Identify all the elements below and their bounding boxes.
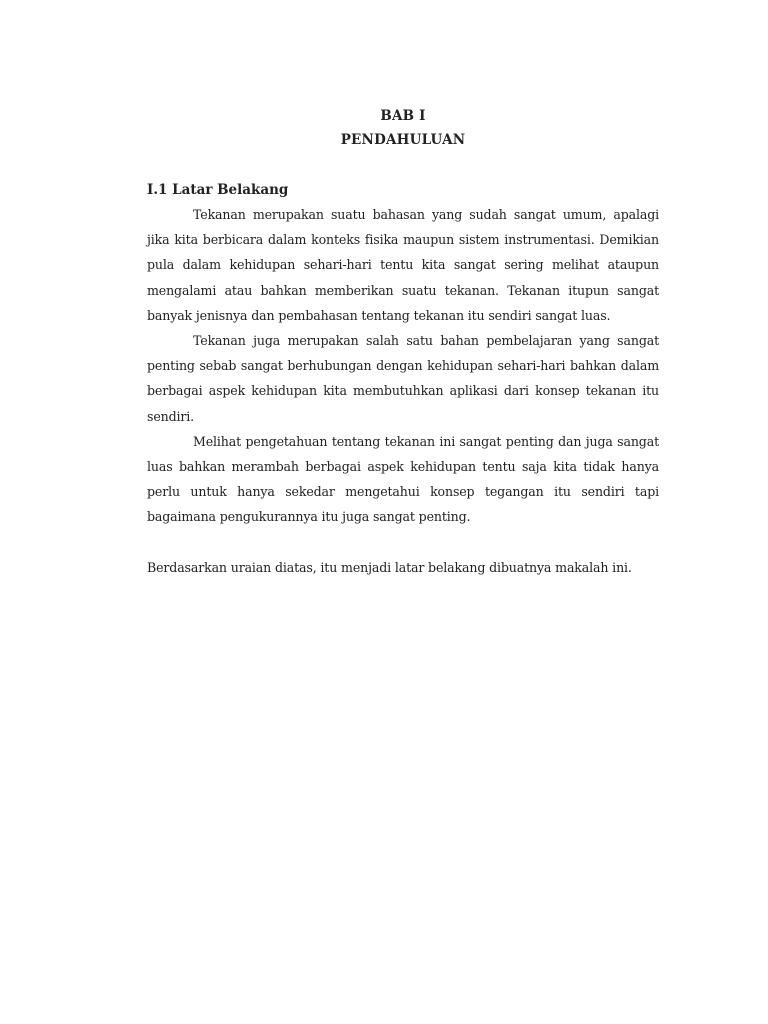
closing-sentence: Berdasarkan uraian diatas, itu menjadi latar belakang dibuatnya makalah ini.	[147, 559, 632, 575]
paragraph-1: Tekanan merupakan suatu bahasan yang sudah sangat umum, apalagi jika kita berbicara dalam konteks fisika maupun sistem instrumentasi. Demikian pula dalam kehidupan sehari-hari tentu kita sangat sering melihat ataupun mengalami atau bahkan memberikan suatu tekanan. Tekanan itupun sangat banyak jenisnya dan pembahasan tentang tekanan itu sendiri sangat luas.	[147, 207, 659, 323]
chapter-number: BAB I	[380, 108, 426, 124]
section-heading: I.1 Latar Belakang	[147, 182, 289, 198]
document-page	[147, 104, 659, 580]
chapter-title: PENDAHULUAN	[340, 132, 466, 148]
paragraph-2: Tekanan juga merupakan salah satu bahan pembelajaran yang sangat penting sebab sangat berhubungan dengan kehidupan sehari-hari bahkan dalam berbagai aspek kehidupan kita membutuhkan aplikasi dari konsep tekanan itu sendiri.	[147, 333, 659, 424]
paragraph-3: Melihat pengetahuan tentang tekanan ini sangat penting dan juga sangat luas bahkan merambah berbagai aspek kehidupan tentu saja kita tidak hanya perlu untuk hanya sekedar mengetahui konsep tegangan itu sendiri tapi bagaimana pengukurannya itu juga sangat penting.	[147, 433, 659, 525]
